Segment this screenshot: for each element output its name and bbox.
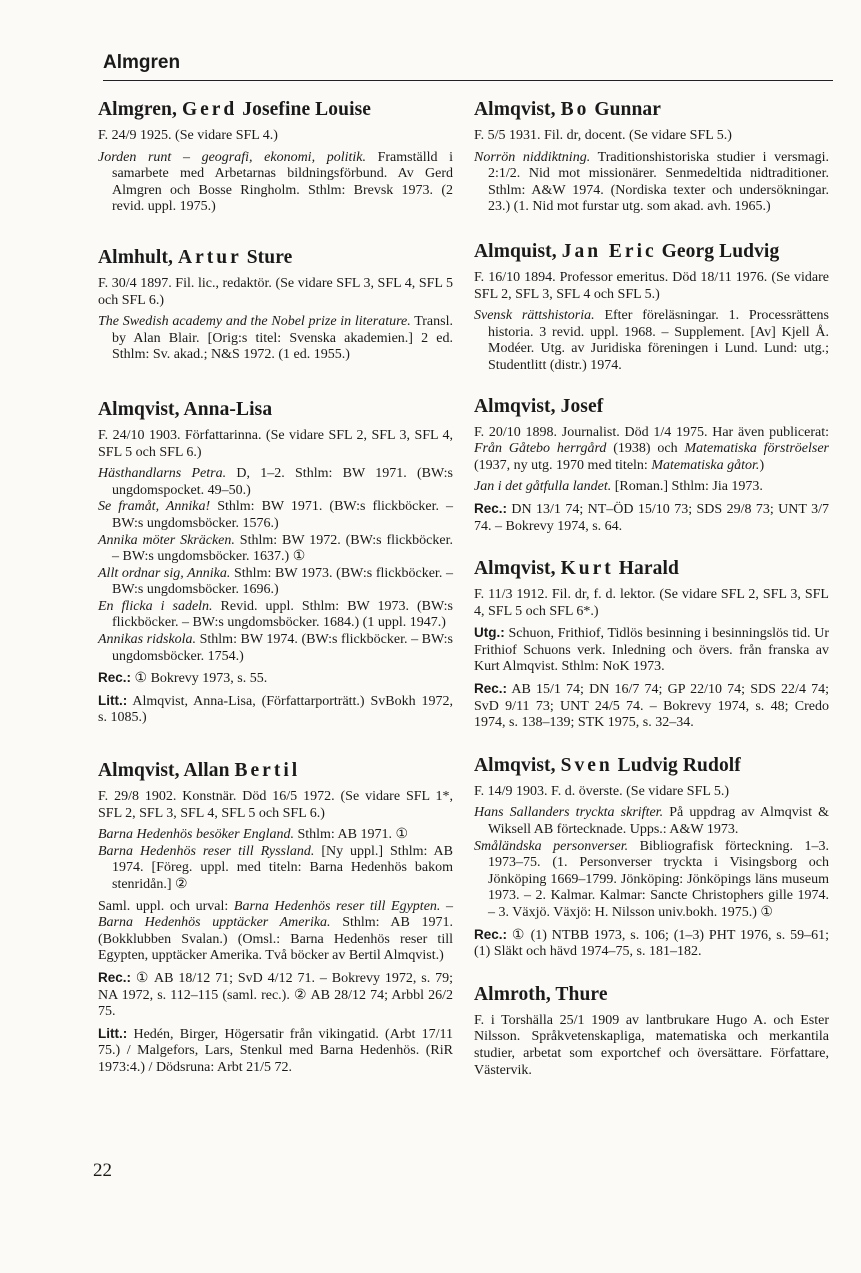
entry-bio: F. 30/4 1897. Fil. lic., redaktör. (Se vidare SFL 3, SFL 4, SFL 5 och SFL 6.) [98, 275, 453, 308]
entry-heading: Almqvist, Anna-Lisa [98, 398, 273, 420]
entry-bio: F. i Torshälla 25/1 1909 av lantbrukare Hugo A. och Ester Nilsson. Språkvetenskapliga, matematiska och merkantila studier, arbetat som exportchef och översättare. Författare, Västervik. [474, 1012, 829, 1078]
work-item: Barna Hedenhös besöker England. Sthlm: AB 1971. ① [98, 827, 409, 843]
right-column [474, 98, 829, 1084]
entry-almqvist-sven [474, 754, 829, 961]
reviews: Rec.: DN 13/1 74; NT–ÖD 15/10 73; SDS 29/8 73; UNT 3/7 74. – Bokrevy 1974, s. 64. [474, 500, 829, 534]
work-item: Annika möter Skräcken. Sthlm: BW 1972. (BW:s flickböcker. – BW:s ungdomsböcker. 1637.) ① [98, 532, 453, 565]
page-number: 22 [93, 1160, 112, 1181]
reviews: Rec.: AB 15/1 74; DN 16/7 74; GP 22/10 74; SDS 22/4 74; SvD 9/11 73; UNT 24/5 74. – Bokrevy 1974, s. 48; Credo 1974, s. 138–139; STK 1975, s. 32–34. [474, 681, 829, 731]
work-item: Norrön niddiktning. Traditionshistoriska studier i versmagi. 2:1/2. Nid mot missionärer. Senmedeltida nidtraditioner. Sthlm: A&W 1974. (Nordiska texter och undersökningar. 23.) (1. Nid mot furstar utg. som akad. avh. 1965.) [474, 149, 829, 215]
running-header [103, 52, 833, 81]
entry-bio: F. 11/3 1912. Fil. dr, f. d. lektor. (Se vidare SFL 2, SFL 3, SFL 4, SFL 5 och SFL 6*.) [474, 587, 829, 619]
entry-almqvist-kurt [474, 557, 829, 732]
work-item: The Swedish academy and the Nobel prize in literature. Transl. by Alan Blair. [Orig:s titel: Svenska akademien.] 2 ed. Sthlm: Sv. akad.; N&S 1972. (1 ed. 1955.) [98, 314, 453, 363]
entry-bio: F. 24/9 1925. (Se vidare SFL 4.) [98, 128, 278, 143]
entry-heading: Almqvist, Allan Bertil [98, 760, 301, 782]
entry-almqvist-bo [474, 98, 829, 216]
entry-almgren-gerd [98, 98, 453, 216]
entry-bio: F. 5/5 1931. Fil. dr, docent. (Se vidare SFL 5.) [474, 128, 732, 143]
work-item: Småländska personverser. Bibliografisk förteckning. 1–3. 1973–75. (1. Personverser tryckta i Visingsborg och Jönköping 1669–1799. Jönköping: Jönköpings läns museum 1973. – 2. Kalmar. Kalmar: Sancte Christophers gille 1974. – 3. Växjö. Växjö: H. Nilsson univ.bokh. 1975.) ① [474, 838, 829, 920]
collected-editions: Saml. uppl. och urval: Barna Hedenhös reser till Egypten. – Barna Hedenhös upptäcker Amerika. Sthlm: AB 1971. (Bokklubben Svalan.) (Omsl.: Barna Hedenhös reser till Egypten, upptäcker Amerika. Två böcker av Bertil Almqvist.) [98, 898, 453, 964]
work-item: Hans Sallanders tryckta skrifter. På uppdrag av Almqvist & Wiksell AB förtecknade. Upps.: A&W 1973. [474, 805, 829, 838]
work-item: Annikas ridskola. Sthlm: BW 1974. (BW:s flickböcker. – BW:s ungdomsböcker. 1754.) [98, 632, 453, 664]
entry-heading: Almgren, Gerd Josefine Louise [98, 99, 372, 120]
entry-heading: Almqvist, Josef [474, 395, 604, 417]
entry-almqvist-anna-lisa [98, 398, 453, 727]
entry-bio: F. 14/9 1903. F. d. överste. (Se vidare SFL 5.) [474, 783, 730, 799]
work-item: Jorden runt – geografi, ekonomi, politik. Framställd i samarbete med Arbetarnas bildningsförbund. Av Gerd Almgren och Bosse Ringholm. Sthlm: Brevsk 1973. (2 revid. uppl. 1975.) [98, 149, 453, 215]
work-item: Barna Hedenhös reser till Ryssland. [Ny uppl.] Sthlm: AB 1974. [Föreg. uppl. med titeln: Barna Hedenhös bakom stenridån.] ② [98, 843, 453, 892]
entry-almroth-thure [474, 983, 829, 1079]
entry-heading: Almqvist, Sven Ludvig Rudolf [474, 754, 741, 776]
left-column [98, 98, 453, 1082]
entry-heading: Almquist, Jan Eric Georg Ludvig [474, 240, 780, 262]
reviews: Rec.: ① Bokrevy 1973, s. 55. [98, 670, 268, 687]
entry-heading: Almqvist, Bo Gunnar [474, 99, 662, 120]
edited-works: Utg.: Schuon, Frithiof, Tidlös besinning i besinningslös tid. Ur Frithiof Schuons verk. Inledning och övers. från franska av Kurt Almqvist. Sthlm: NoK 1973. [474, 625, 829, 675]
entry-almqvist-josef [474, 395, 829, 536]
work-item: En flicka i sadeln. Revid. uppl. Sthlm: BW 1973. (BW:s flickböcker. – BW:s ungdomsböcker. 1684.) (1 uppl. 1947.) [98, 598, 453, 631]
entry-almquist-jan-eric [474, 240, 829, 375]
entry-heading: Almhult, Artur Sture [98, 246, 293, 268]
entry-bio: F. 16/10 1894. Professor emeritus. Död 18/11 1976. (Se vidare SFL 2, SFL 3, SFL 4 och SFL 5.) [474, 269, 829, 302]
entry-heading: Almqvist, Kurt Harald [474, 558, 679, 580]
entry-almhult-artur [98, 246, 453, 364]
entry-almqvist-allan-bertil [98, 759, 453, 1077]
entry-bio: F. 20/10 1898. Journalist. Död 1/4 1975. Har även publicerat: Från Gåtebo herrgård (1938) och Matematiska förströelser (1937, ny utg. 1970 med titeln: Matematiska gåtor.) [474, 424, 829, 473]
work-item: Jan i det gåtfulla landet. [Roman.] Sthlm: Jia 1973. [474, 479, 763, 495]
work-item: Hästhandlarns Petra. D, 1–2. Sthlm: BW 1971. (BW:s ungdomspocket. 49–50.) [98, 466, 453, 498]
entry-bio: F. 24/10 1903. Författarinna. (Se vidare SFL 2, SFL 3, SFL 4, SFL 5 och SFL 6.) [98, 427, 453, 460]
work-item: Allt ordnar sig, Annika. Sthlm: BW 1973. (BW:s flickböcker. – BW:s ungdomsböcker. 1696.) [98, 565, 453, 598]
work-item: Se framåt, Annika! Sthlm: BW 1971. (BW:s flickböcker. – BW:s ungdomsböcker. 1576.) [98, 499, 453, 531]
running-header-title: Almgren [103, 52, 181, 73]
literature: Litt.: Hedén, Birger, Högersatir från vikingatid. (Arbt 17/11 75.) / Malgefors, Lars, Stenkul med Barna Hedenhös. (RiR 1973:4.) / Dödsruna: Arbt 21/5 72. [98, 1025, 453, 1075]
literature: Litt.: Almqvist, Anna-Lisa, (Författarporträtt.) SvBokh 1972, s. 1085.) [98, 692, 453, 726]
work-item: Svensk rättshistoria. Efter föreläsningar. 1. Processrättens historia. 3 revid. uppl. 1968. – Supplement. [Av] Kjell Å. Modéer. Utg. av Juridiska föreningen i Lund. Lund: utg.; Studentlitt (distr.) 1974. [474, 308, 829, 373]
entry-heading: Almroth, Thure [474, 983, 608, 1005]
reviews: Rec.: ① AB 18/12 71; SvD 4/12 71. – Bokrevy 1972, s. 79; NA 1972, s. 112–115 (saml. rec.). ② AB 28/12 74; Arbbl 26/2 75. [98, 969, 453, 1020]
entry-bio: F. 29/8 1902. Konstnär. Död 16/5 1972. (Se vidare SFL 1*, SFL 2, SFL 3, SFL 4, SFL 5 och SFL 6.) [98, 789, 453, 821]
reviews: Rec.: ① (1) NTBB 1973, s. 106; (1–3) PHT 1976, s. 59–61; (1) Släkt och hävd 1974–75, s. 181–182. [474, 926, 829, 960]
